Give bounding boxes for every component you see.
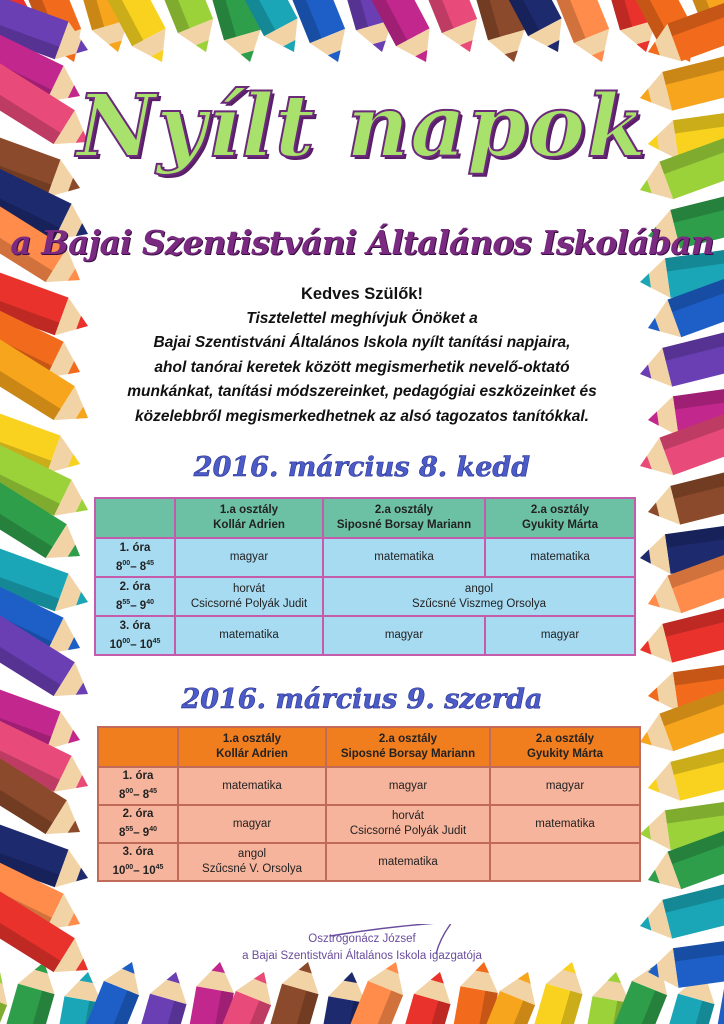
page-subtitle: a Bajai Szentistváni Általános Iskolában xyxy=(10,223,714,262)
table-row xyxy=(95,538,635,577)
teacher-name: Gyukity Márta xyxy=(526,748,604,760)
time-end: 9 xyxy=(142,826,150,839)
signatory-role: a Bajai Szentistváni Általános Iskola igazgatója xyxy=(242,950,482,962)
subject-cell: matematika xyxy=(326,843,490,881)
table-header-row xyxy=(98,727,640,767)
period-cell: 1. óra $8^{00}-$ $8^{45}$ xyxy=(98,767,178,805)
time-start-minutes: 00 xyxy=(122,559,131,567)
column-header xyxy=(178,727,326,767)
time-end: 10 xyxy=(139,638,153,651)
subject-cell: matematika xyxy=(178,767,326,805)
class-name: 2.a osztály xyxy=(374,504,434,516)
class-name: 2.a osztály xyxy=(378,733,438,745)
period-label: 1. óra xyxy=(122,770,154,783)
teacher-name: Siposné Borsay Mariann xyxy=(336,519,472,531)
teacher-name: Siposné Borsay Mariann xyxy=(340,748,476,760)
subject-cell: matematika xyxy=(490,805,640,843)
invitation-line: Bajai Szentistváni Általános Iskola nyílt tanítási napjaira, xyxy=(153,334,571,352)
column-header xyxy=(175,498,323,538)
subject-cell: magyar xyxy=(326,767,490,805)
time-start-minutes: 55 xyxy=(125,826,134,834)
table-header-row xyxy=(95,498,635,538)
time-start-minutes: 00 xyxy=(125,864,134,872)
subject-cell xyxy=(178,843,326,881)
subject-cell xyxy=(490,843,640,881)
subject-cell: magyar xyxy=(485,616,635,655)
signatory-name: Osztrogonácz József xyxy=(308,933,416,945)
invitation-line: közelebbről megismerkedhetnek az alsó tagozatos tanítókkal. xyxy=(135,407,589,425)
column-header xyxy=(485,498,635,538)
column-header xyxy=(323,498,485,538)
class-name: 2.a osztály xyxy=(530,504,590,516)
column-header xyxy=(490,727,640,767)
period-cell: 1. óra $8^{00}-$ $8^{45}$ xyxy=(95,538,175,577)
time-start-minutes: 00 xyxy=(122,637,131,645)
invitation-line: ahol tanórai keretek között megismerhetik nevelő-oktató xyxy=(154,358,570,376)
period-cell: 3. óra $10^{00}-$ $10^{45}$ xyxy=(95,616,175,655)
subject-cell: matematika xyxy=(175,616,323,655)
period-cell: 3. óra $10^{00}-$ $10^{45}$ xyxy=(98,843,178,881)
time-end-minutes: 45 xyxy=(152,637,161,645)
day1-heading: 2016. március 8. kedd xyxy=(193,452,531,483)
time-start: 8 xyxy=(119,788,126,801)
period-cell: 2. óra $8^{55}-$ $9^{40}$ xyxy=(95,577,175,616)
day2-schedule-table xyxy=(97,726,641,882)
signature-scribble xyxy=(0,924,724,964)
time-end-minutes: 45 xyxy=(149,788,157,796)
teacher-name: Szűcsné V. Orsolya xyxy=(202,863,302,875)
teacher-name: Kollár Adrien xyxy=(213,519,285,531)
time-end: 10 xyxy=(142,864,156,877)
signature-block xyxy=(0,924,724,965)
time-start-minutes: 00 xyxy=(125,788,134,796)
teacher-name: Csicsorné Polyák Judit xyxy=(349,825,467,837)
time-start: 10 xyxy=(112,864,126,877)
corner-cell xyxy=(98,727,178,767)
corner-cell xyxy=(95,498,175,538)
invitation-line: munkánkat, tanítási módszereinket, pedagógiai eszközeinket és xyxy=(127,383,597,401)
teacher-name: Csicsorné Polyák Judit xyxy=(190,597,308,610)
day1-schedule-table xyxy=(94,497,636,656)
time-end-minutes: 45 xyxy=(146,559,154,567)
time-start: 8 xyxy=(116,599,123,612)
time-start: 8 xyxy=(116,560,123,573)
table-row xyxy=(98,843,640,881)
time-end: 8 xyxy=(142,788,150,801)
teacher-name: Gyukity Márta xyxy=(521,519,599,531)
subject-cell xyxy=(326,805,490,843)
day2-heading: 2016. március 9. szerda xyxy=(181,684,543,715)
subject-name: horvát xyxy=(233,582,265,595)
class-name: 2.a osztály xyxy=(535,733,595,745)
time-end-minutes: 40 xyxy=(146,598,154,606)
table-row xyxy=(98,767,640,805)
subject-cell xyxy=(175,577,323,616)
subject-cell: matematika xyxy=(323,538,485,577)
time-end-minutes: 40 xyxy=(149,826,157,834)
time-end: 8 xyxy=(139,560,147,573)
subject-name: angol xyxy=(464,582,494,595)
subject-cell: magyar xyxy=(178,805,326,843)
invitation-line: Tisztelettel meghívjuk Önöket a xyxy=(246,309,478,327)
column-header xyxy=(326,727,490,767)
table-row xyxy=(95,616,635,655)
period-label: 2. óra xyxy=(122,808,154,821)
time-start-minutes: 55 xyxy=(122,598,131,606)
table-row xyxy=(95,577,635,616)
invitation-text xyxy=(90,282,634,430)
table-row xyxy=(98,805,640,843)
time-end-minutes: 45 xyxy=(155,864,164,872)
period-label: 3. óra xyxy=(122,846,154,859)
subject-cell xyxy=(323,577,635,616)
subject-name: angol xyxy=(237,848,267,860)
period-label: 1. óra xyxy=(119,541,151,554)
subject-cell: magyar xyxy=(175,538,323,577)
subject-name: horvát xyxy=(392,810,424,822)
time-start: 8 xyxy=(119,826,126,839)
greeting: Kedves Szülők! xyxy=(301,285,423,303)
period-label: 3. óra xyxy=(119,619,151,632)
period-cell: 2. óra $8^{55}-$ $9^{40}$ xyxy=(98,805,178,843)
time-end: 9 xyxy=(139,599,147,612)
class-name: 1.a osztály xyxy=(219,504,279,516)
period-label: 2. óra xyxy=(119,580,151,593)
time-start: 10 xyxy=(109,638,123,651)
subject-cell: magyar xyxy=(323,616,485,655)
teacher-name: Kollár Adrien xyxy=(216,748,288,760)
page-title: Nyílt napok xyxy=(77,76,647,177)
subject-cell: magyar xyxy=(490,767,640,805)
class-name: 1.a osztály xyxy=(222,733,282,745)
teacher-name: Szűcsné Viszmeg Orsolya xyxy=(411,597,546,610)
subject-cell: matematika xyxy=(485,538,635,577)
